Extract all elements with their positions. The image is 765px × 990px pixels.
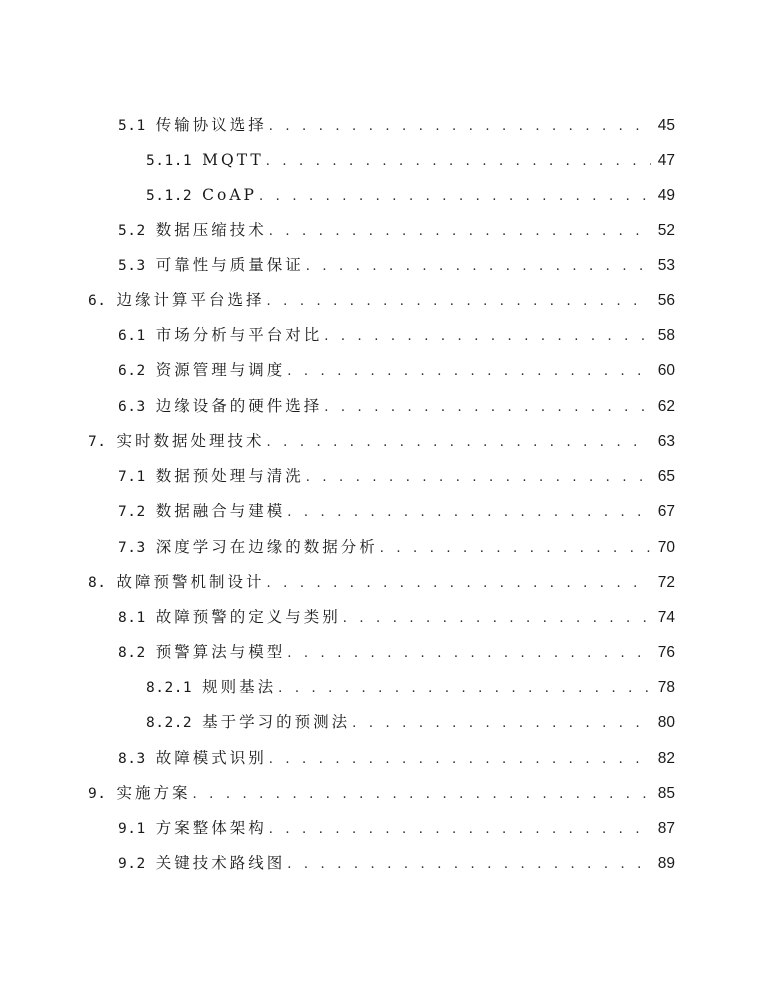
toc-dot-leader xyxy=(266,151,651,173)
toc-entry-title: 基于学习的预测法 xyxy=(202,713,351,731)
toc-entry-title: 故障预警机制设计 xyxy=(116,573,265,591)
toc-entry-title: 数据压缩技术 xyxy=(155,221,267,239)
toc-entry-title: 实施方案 xyxy=(116,784,191,802)
toc-entry[interactable] xyxy=(146,676,675,698)
toc-entry-page: 62 xyxy=(657,398,675,415)
toc-entry[interactable] xyxy=(146,711,675,733)
toc-entry-page: 60 xyxy=(657,362,675,379)
toc-entry-title: 故障预警的定义与类别 xyxy=(155,608,341,626)
toc-entry[interactable] xyxy=(146,149,675,171)
toc-entry-page: 74 xyxy=(657,609,675,626)
toc-entry-page: 72 xyxy=(657,574,675,591)
toc-dot-leader xyxy=(306,467,651,489)
toc-entry-number: 8.3 xyxy=(118,751,146,767)
toc-entry-number: 5.1.1 xyxy=(146,153,193,169)
toc-entry[interactable] xyxy=(118,852,675,874)
toc-entry-page: 85 xyxy=(657,785,675,802)
toc-entry-title: 实时数据处理技术 xyxy=(116,432,265,450)
toc-dot-leader xyxy=(278,678,651,700)
toc-entry-title: 预警算法与模型 xyxy=(155,643,286,661)
toc-entry[interactable] xyxy=(118,465,675,487)
toc-entry-title: 数据预处理与清洗 xyxy=(155,467,304,485)
toc-entry-page: 70 xyxy=(657,539,675,556)
toc-dot-leader xyxy=(324,397,651,419)
toc-dot-leader xyxy=(266,291,651,313)
toc-entry-page: 76 xyxy=(657,644,675,661)
toc-entry-title: 方案整体架构 xyxy=(155,819,267,837)
toc-entry[interactable] xyxy=(118,817,675,839)
toc-entry-page: 53 xyxy=(657,257,675,274)
toc-dot-leader xyxy=(287,502,651,524)
toc-entry-number: 7.1 xyxy=(118,469,146,485)
toc-entry-page: 56 xyxy=(657,292,675,309)
toc-entry-page: 89 xyxy=(657,855,675,872)
toc-entry-page: 67 xyxy=(657,503,675,520)
toc-entry[interactable] xyxy=(118,324,675,346)
toc-dot-leader xyxy=(343,608,651,630)
toc-entry-title: 数据融合与建模 xyxy=(155,502,286,520)
toc-entry-title: 深度学习在边缘的数据分析 xyxy=(155,538,378,556)
toc-entry-number: 6. xyxy=(88,293,107,309)
toc-entry[interactable] xyxy=(146,184,675,206)
toc-entry-title: 资源管理与调度 xyxy=(155,361,286,379)
toc-entry-number: 8.2.1 xyxy=(146,680,193,696)
toc-dot-leader xyxy=(266,432,651,454)
toc-dot-leader xyxy=(287,854,651,876)
toc-entry-title: 故障模式识别 xyxy=(155,749,267,767)
toc-entry[interactable] xyxy=(118,114,675,136)
toc-entry[interactable] xyxy=(118,359,675,381)
toc-dot-leader xyxy=(266,573,651,595)
toc-dot-leader xyxy=(380,538,651,560)
toc-entry-page: 45 xyxy=(657,117,675,134)
toc-entry[interactable] xyxy=(88,782,675,804)
toc-entry-number: 6.2 xyxy=(118,363,146,379)
toc-entry-page: 52 xyxy=(657,222,675,239)
toc-entry[interactable] xyxy=(88,571,675,593)
toc-entry-title: CoAP xyxy=(202,186,257,204)
toc-entry-page: 82 xyxy=(657,750,675,767)
toc-entry-number: 8.1 xyxy=(118,610,146,626)
toc-entry-title: 市场分析与平台对比 xyxy=(155,326,323,344)
toc-entry-number: 7. xyxy=(88,434,107,450)
toc-entry-number: 8. xyxy=(88,575,107,591)
toc-entry-number: 6.1 xyxy=(118,328,146,344)
toc-dot-leader xyxy=(287,643,651,665)
toc-entry-title: 规则基法 xyxy=(202,678,277,696)
toc-dot-leader xyxy=(269,749,651,771)
toc-dot-leader xyxy=(324,326,651,348)
toc-entry-page: 49 xyxy=(657,187,675,204)
toc-entry-page: 58 xyxy=(657,327,675,344)
toc-entry-number: 8.2 xyxy=(118,645,146,661)
toc-entry[interactable] xyxy=(88,289,675,311)
toc-entry-page: 87 xyxy=(657,820,675,837)
toc-entry-number: 9. xyxy=(88,786,107,802)
toc-entry[interactable] xyxy=(118,254,675,276)
toc-entry-number: 5.1 xyxy=(118,118,146,134)
toc-entry-title: 可靠性与质量保证 xyxy=(155,256,304,274)
toc-entry[interactable] xyxy=(118,747,675,769)
toc-entry[interactable] xyxy=(88,430,675,452)
toc-entry-title: 传输协议选择 xyxy=(155,116,267,134)
toc-dot-leader xyxy=(306,256,651,278)
toc-entry-page: 63 xyxy=(657,433,675,450)
toc-entry-page: 80 xyxy=(657,714,675,731)
toc-entry-number: 7.2 xyxy=(118,504,146,520)
toc-entry[interactable] xyxy=(118,219,675,241)
toc-entry-number: 6.3 xyxy=(118,399,146,415)
toc-dot-leader xyxy=(269,819,651,841)
toc-entry-page: 78 xyxy=(657,679,675,696)
toc-entry[interactable] xyxy=(118,606,675,628)
toc-entry-number: 5.1.2 xyxy=(146,188,193,204)
toc-dot-leader xyxy=(259,186,651,208)
toc-entry-number: 8.2.2 xyxy=(146,715,193,731)
toc-dot-leader xyxy=(269,116,651,138)
toc-entry-number: 9.1 xyxy=(118,821,146,837)
toc-entry-number: 9.2 xyxy=(118,856,146,872)
toc-dot-leader xyxy=(352,713,651,735)
toc-entry-page: 65 xyxy=(657,468,675,485)
toc-entry-number: 5.3 xyxy=(118,258,146,274)
toc-entry[interactable] xyxy=(118,395,675,417)
toc-entry[interactable] xyxy=(118,536,675,558)
toc-entry[interactable] xyxy=(118,500,675,522)
toc-entry-title: 边缘计算平台选择 xyxy=(116,291,265,309)
toc-dot-leader xyxy=(192,784,651,806)
toc-entry-title: 边缘设备的硬件选择 xyxy=(155,397,323,415)
toc-dot-leader xyxy=(287,361,651,383)
toc-entry-title: MQTT xyxy=(202,151,264,169)
toc-entry-number: 5.2 xyxy=(118,223,146,239)
toc-dot-leader xyxy=(269,221,651,243)
toc-entry-page: 47 xyxy=(657,152,675,169)
toc-entry-title: 关键技术路线图 xyxy=(155,854,286,872)
toc-entry[interactable] xyxy=(118,641,675,663)
toc-entry-number: 7.3 xyxy=(118,540,146,556)
